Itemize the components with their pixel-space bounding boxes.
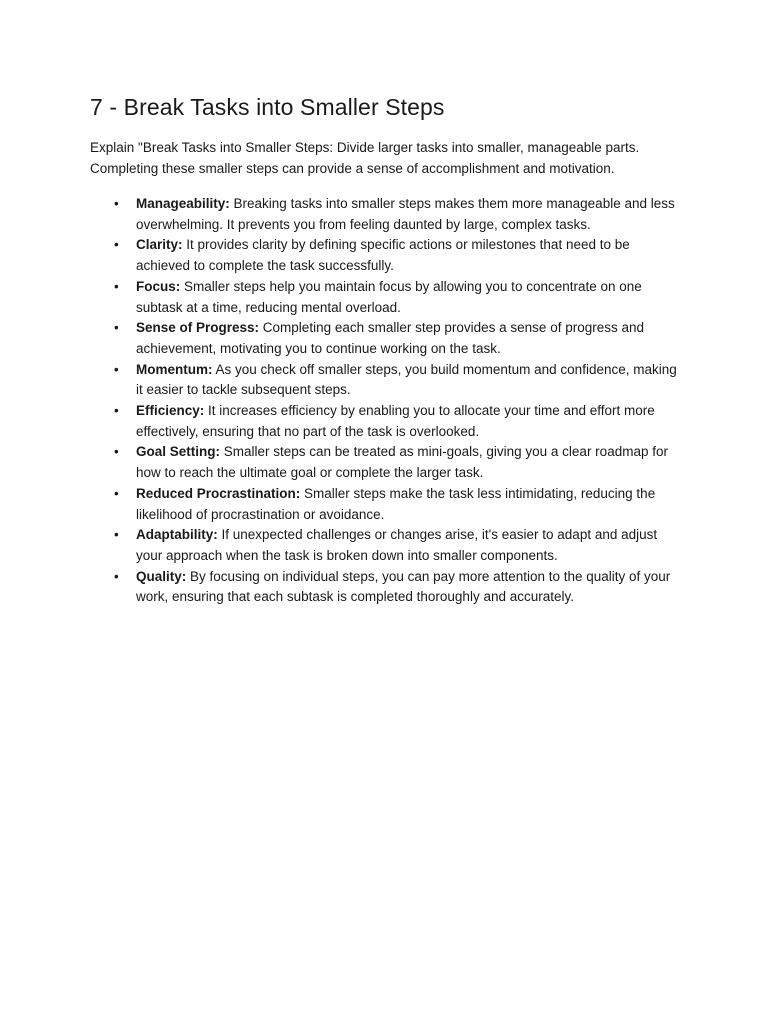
bullet-icon: • [114, 568, 119, 584]
item-term: Quality: [136, 568, 187, 584]
item-term: Manageability: [136, 196, 230, 211]
bullet-list [114, 194, 682, 608]
item-text: If unexpected challenges or changes arise, it's easier to adapt and adjust your approach when the task is broken down into smaller components. [136, 527, 658, 563]
item-text: As you check off smaller steps, you build momentum and confidence, making it easier to tackle subsequent steps. [136, 361, 677, 398]
bullet-icon: • [114, 237, 119, 253]
list-item [114, 235, 682, 276]
item-term: Sense of Progress: [136, 320, 260, 336]
bullet-icon: • [114, 527, 119, 543]
bullet-icon: • [114, 485, 119, 501]
bullet-icon: • [114, 320, 119, 336]
list-item [114, 277, 682, 318]
list-item [114, 525, 682, 566]
list-item [114, 360, 682, 401]
list-item [114, 442, 682, 483]
list-item [114, 567, 682, 608]
bullet-icon: • [114, 361, 119, 377]
list-item [114, 318, 682, 359]
item-text: Smaller steps can be treated as mini-goals, giving you a clear roadmap for how to reach the ultimate goal or complete the larger task. [136, 444, 668, 481]
item-term: Adaptability: [136, 527, 218, 543]
list-item [114, 194, 682, 235]
item-term: Momentum: [136, 361, 213, 377]
item-term: Goal Setting: [136, 444, 220, 460]
bullet-icon: • [114, 403, 119, 419]
intro-paragraph: Explain "Break Tasks into Smaller Steps: Divide larger tasks into smaller, manageable parts. Completing these smaller steps can provide a sense of accomplishment and motivation. [90, 140, 640, 176]
list-item [114, 484, 682, 525]
item-term: Efficiency: [136, 403, 205, 419]
page-title: 7 - Break Tasks into Smaller Steps [90, 94, 445, 120]
list-item [114, 401, 682, 442]
item-term: Reduced Procrastination: [136, 485, 301, 501]
bullet-icon: • [114, 444, 119, 460]
item-term: Focus: [136, 278, 181, 294]
item-text: Breaking tasks into smaller steps makes them more manageable and less overwhelming. It prevents you from feeling daunted by large, complex tasks. [136, 196, 675, 232]
bullet-icon: • [114, 196, 119, 211]
bullet-icon: • [114, 278, 119, 294]
item-term: Clarity: [136, 237, 183, 253]
item-text: By focusing on individual steps, you can pay more attention to the quality of your work, ensuring that each subtask is completed thoroughly and accurately. [136, 568, 671, 605]
item-text: Smaller steps help you maintain focus by allowing you to concentrate on one subtask at a time, reducing mental overload. [136, 278, 642, 315]
item-text: Smaller steps make the task less intimidating, reducing the likelihood of procrastination or avoidance. [136, 485, 656, 522]
item-text: It provides clarity by defining specific actions or milestones that need to be achieved to complete the task successfully. [136, 237, 630, 274]
item-text: It increases efficiency by enabling you to allocate your time and effort more effectively, ensuring that no part of the task is overlooked. [136, 403, 655, 439]
item-text: Completing each smaller step provides a sense of progress and achievement, motivating you to continue working on the task. [136, 320, 645, 356]
